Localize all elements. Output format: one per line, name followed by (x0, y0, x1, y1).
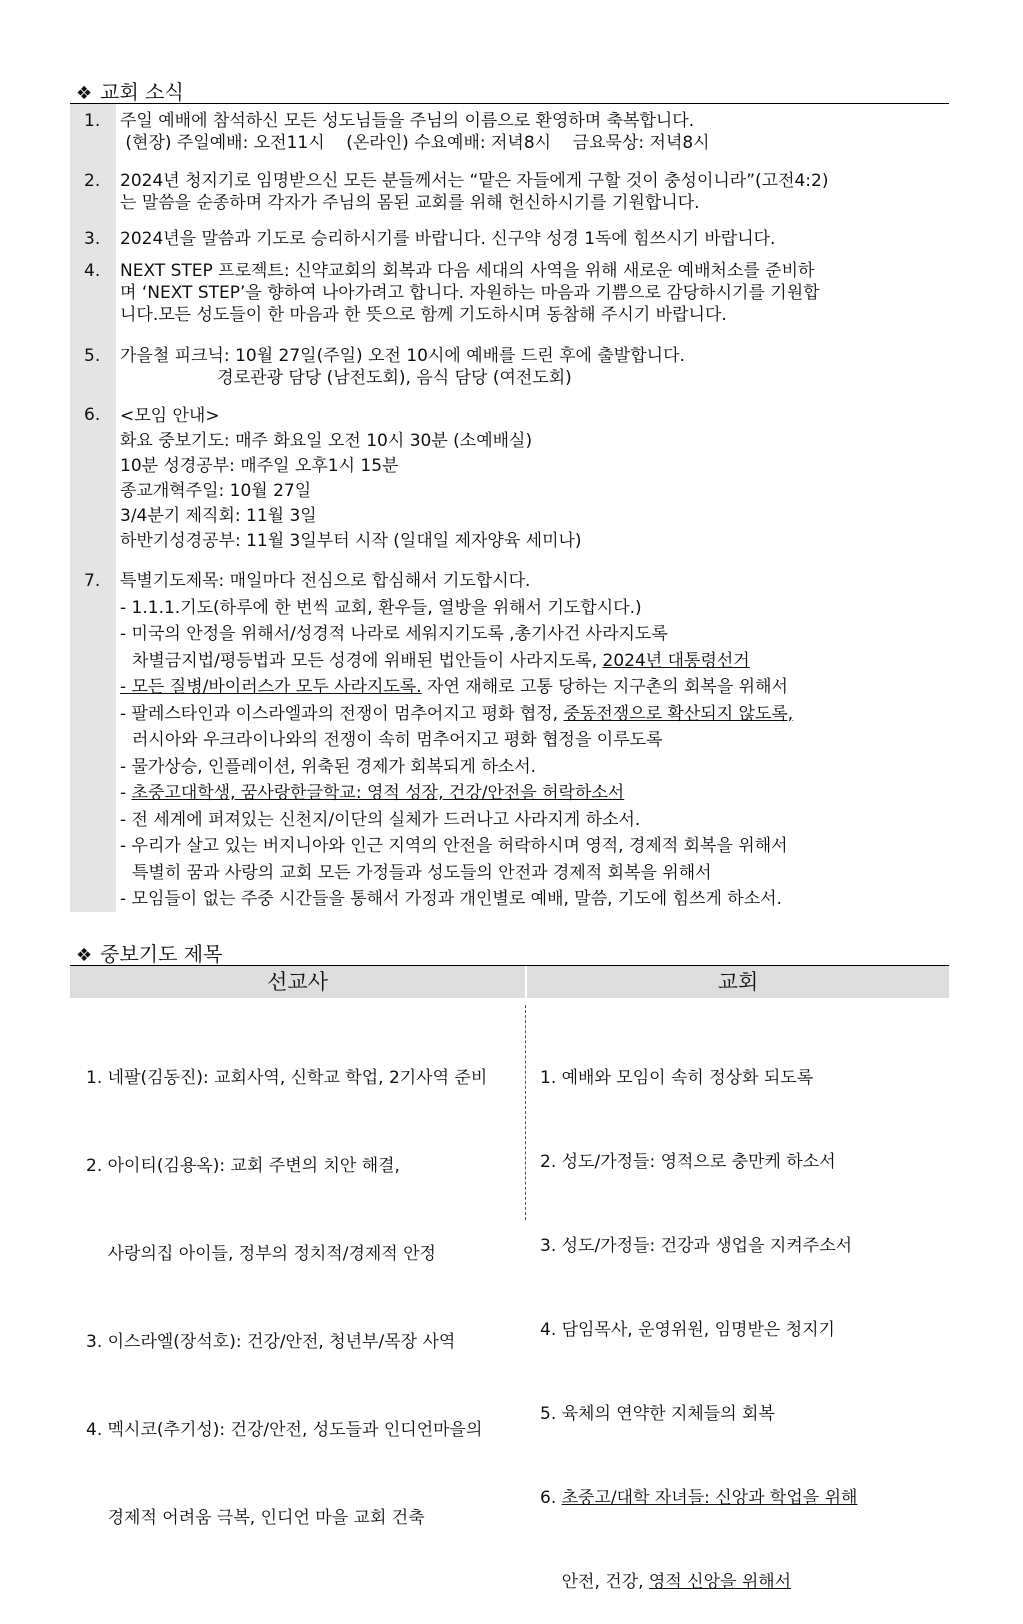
news-item-5: 5. 가을철 피크닉: 10월 27일(주일) 오전 10시에 예배를 드린 후에 출발합니다. 경로관광 담당 (남전도회), 음식 담당 (여전도회) (84, 346, 685, 388)
list-item: 2. 성도/가정들: 영적으로 충만케 하소서 (540, 1152, 836, 1172)
list-item: 안전, 건강, 영적 신앙을 위해서 (540, 1572, 792, 1592)
list-item: 사랑의집 아이들, 정부의 정치적/경제적 안정 (86, 1244, 436, 1264)
prayer-bullet: - 초중고대학생, 꿈사랑한글학교: 영적 성장, 건강/안전을 허락하소서 (120, 783, 625, 803)
news-item-2: 2. 2024년 청지기로 임명받으신 모든 분들께서는 “맡은 자들에게 구할 것이 충성이니라”(고전4:2) 는 말씀을 순종하며 각자가 주님의 몸된 교회를 위해 헌신하시기를 기원합니다. (84, 171, 829, 213)
list-item: 2. 아이티(김용옥): 교회 주변의 치안 해결, (86, 1156, 400, 1176)
prayer-bullet: - 모임들이 없는 주중 시간들을 통해서 가정과 개인별로 예배, 말씀, 기도에 힘쓰게 하소서. (120, 889, 782, 909)
list-item: 1. 네팔(김동진): 교회사역, 신학교 학업, 2기사역 준비 (86, 1068, 488, 1088)
prayer-bullet: - 1.1.1.기도(하루에 한 번씩 교회, 환우들, 열방을 위해서 기도합시다.) (120, 597, 642, 618)
prayer-bullet-cont: 특별히 꿈과 사랑의 교회 모든 가정들과 성도들의 안전과 경제적 회복을 위해서 (132, 862, 712, 883)
news-item-7: 7. 특별기도제목: 매일마다 전심으로 합심해서 기도합시다. - 1.1.1.기도(하루에 한 번씩 교회, 환우들, 열방을 위해서 기도합시다.) - 미국의 안정을 위해서/성경적 나라로 세워지기도록 ,총기사건 사라지도록 차별금지법/평등법과 모든 성경에 위배된 법안들이 사라지도록, 2024년 대통령선거 - 모든 질병/바이러스가 모두 사라지도록. 자연 재해로 고통 당하는 지구촌의 회복을 위해서 - 팔레스타인과 이스라엘과의 전쟁이 멈추어지고 평화 협정, 중동전쟁으로 확산되지 않도록, 러시아와 우크라이나와의 전쟁이 속히 멈추어지고 평화 협정을 이루도록 - 물가상승, 인플레이션, 위축된 경제가 회복되게 하소서. - 초중고대학생, 꿈사랑한글학교: 영적 성장, 건강/안전을 허락하소서 - 전 세계에 퍼져있는 신천지/이단의 실체가 드러나고 사라지게 하소서. - 우리가 살고 있는 버지니아와 인근 지역의 안전을 허락하시며 영적, 경제적 회복을 위해서 특별히 꿈과 사랑의 교회 모든 가정들과 성도들의 안전과 경제적 회복을 위해서 - 모임들이 없는 주중 시간들을 통해서 가정과 개인별로 예배, 말씀, 기도에 힘쓰게 하소서. (70, 568, 949, 913)
list-item: 3. 이스라엘(장석호): 건강/안전, 청년부/목장 사역 (86, 1332, 456, 1352)
missionary-header: 선교사 (70, 966, 525, 998)
news-divider (70, 103, 949, 104)
list-item: 경제적 어려움 극복, 인디언 마을 교회 건축 (86, 1508, 425, 1528)
list-item: 6. 초중고/대학 자녀들: 신앙과 학업을 위해 (540, 1488, 858, 1508)
prayer-bullet-cont: 러시아와 우크라이나와의 전쟁이 속히 멈추어지고 평화 협정을 이루도록 (132, 730, 663, 750)
list-item: 5. 육체의 연약한 지체들의 회복 (540, 1404, 775, 1424)
list-item: 4. 멕시코(추기성): 건강/안전, 성도들과 인디언마을의 (86, 1420, 483, 1440)
news-item-3: 3. 2024년을 말씀과 기도로 승리하시기를 바랍니다. 신구약 성경 1독에 힘쓰시기 바랍니다. (84, 229, 776, 249)
prayer-bullet: - 미국의 안정을 위해서/성경적 나라로 세워지기도록 ,총기사건 사라지도록 (120, 624, 668, 644)
news-item-4: 4. NEXT STEP 프로젝트: 신약교회의 회복과 다음 세대의 사역을 위해 새로운 예배처소를 준비하 며 ‘NEXT STEP’을 향하여 나아가려고 합니다. 자원하는 마음과 기쁨으로 감당하시기를 기원합 니다.모든 성도들이 한 마음과 한 뜻으로 함께 기도하시며 동참해 주시기 바랍니다. (84, 261, 820, 325)
diamond-bullet-icon: ❖ (76, 83, 93, 104)
prayer-intro: 특별기도제목: 매일마다 전심으로 합심해서 기도합시다. (120, 571, 531, 591)
list-item: 4. 담임목사, 운영위원, 임명받은 청지기 (540, 1320, 835, 1340)
prayer-bullet-cont: 차별금지법/평등법과 모든 성경에 위배된 법안들이 사라지도록, 2024년 대통령선거 (132, 650, 750, 671)
church-list (540, 1008, 857, 1624)
prayer-bullet: - 팔레스타인과 이스라엘과의 전쟁이 멈추어지고 평화 협정, 중동전쟁으로 확산되지 않도록, (120, 703, 794, 724)
diamond-bullet-icon: ❖ (76, 945, 93, 966)
prayer-bullet: - 우리가 살고 있는 버지니아와 인근 지역의 안전을 허락하시며 영적, 경제적 회복을 위해서 (120, 836, 788, 856)
list-item: 3. 성도/가정들: 건강과 생업을 지켜주소서 (540, 1236, 853, 1256)
news-item-1: 1. 주일 예배에 참석하신 모든 성도님들을 주님의 이름으로 환영하며 축복합니다. (현장) 주일예배: 오전11시 (온라인) 수요예배: 저녁8시 금요묵상: 저녁8시 (84, 111, 710, 153)
missionary-list (86, 1008, 487, 1560)
news-item-6: 6. <모임 안내> 화요 중보기도: 매주 화요일 오전 10시 30분 (소예배실) 10분 성경공부: 매주일 오후1시 15분 종교개혁주일: 10월 27일 3/4분기 제직회: 11월 3일 하반기성경공부: 11월 3일부터 시작 (일대일 제자양육 세미나) (84, 405, 582, 551)
prayer-bullet: - 물가상승, 인플레이션, 위축된 경제가 회복되게 하소서. (120, 756, 537, 777)
prayer-bullet: - 모든 질병/바이러스가 모두 사라지도록. 자연 재해로 고통 당하는 지구촌의 회복을 위해서 (120, 677, 788, 697)
list-item: 1. 예배와 모임이 속히 정상화 되도록 (540, 1068, 814, 1088)
prayer-bullet: - 전 세계에 퍼져있는 신천지/이단의 실체가 드러나고 사라지게 하소서. (120, 809, 641, 830)
column-divider (525, 1005, 526, 1220)
prayer-section-title: ❖ 중보기도 제목 (76, 942, 223, 966)
news-section-title: ❖ 교회 소식 (76, 80, 184, 104)
church-header: 교회 (527, 966, 949, 998)
